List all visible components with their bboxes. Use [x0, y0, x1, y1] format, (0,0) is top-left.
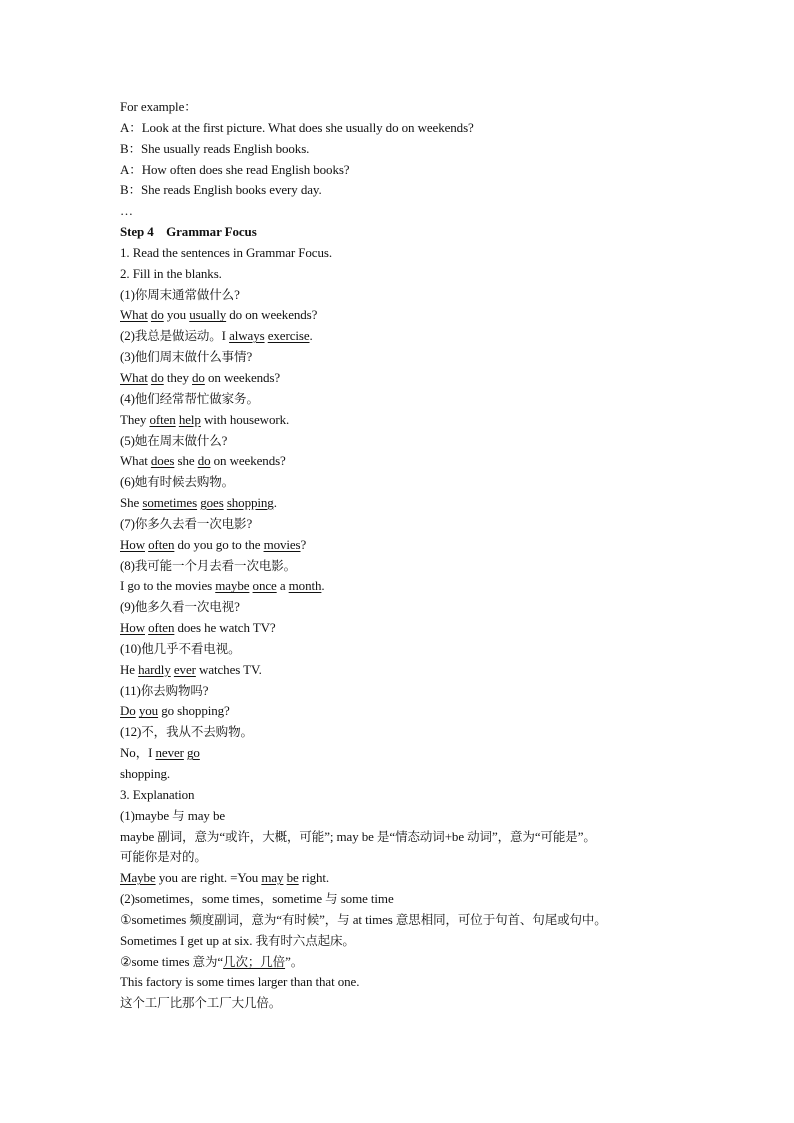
underlined-answer: always: [229, 328, 265, 344]
text-line: [120, 326, 720, 347]
underlined-answer: does: [150, 453, 175, 469]
underlined-answer: go: [187, 745, 200, 761]
text-line: For example：: [120, 99, 197, 114]
text-span: She: [120, 495, 143, 511]
text-line: 1. Read the sentences in Grammar Focus.: [120, 244, 332, 260]
text-span: ”。: [285, 953, 304, 969]
text-span: (2)我总是做运动。I: [120, 328, 230, 344]
text-line: [120, 451, 720, 472]
text-span: with housework.: [200, 411, 290, 427]
text-line: [120, 368, 720, 389]
text-line: This factory is some times larger than that one.: [120, 974, 360, 990]
underlined-answer: do: [192, 369, 205, 385]
text-line: [120, 743, 720, 764]
text-line: (8)我可能一个月去看一次电影。: [120, 557, 297, 573]
text-line: (10)他几乎不看电视。: [120, 640, 241, 656]
text-span: go shopping?: [158, 703, 230, 719]
text-span: you: [163, 307, 190, 323]
text-line: (5)她在周末做什么?: [120, 432, 228, 448]
text-line: B：She reads English books every day.: [120, 182, 322, 198]
text-line: A：How often does she read English books?: [120, 161, 350, 177]
underlined-answer: Maybe: [120, 870, 156, 886]
underlined-answer: often: [148, 536, 175, 552]
text-line: [120, 618, 720, 639]
underlined-answer: do: [150, 307, 164, 323]
underlined-answer: exercise: [267, 328, 310, 344]
underlined-answer: help: [178, 411, 201, 427]
text-line: [120, 701, 720, 722]
underlined-answer: ever: [173, 661, 196, 677]
underlined-answer: shopping: [226, 495, 274, 511]
underlined-answer: What: [120, 307, 148, 323]
text-line: maybe 副词，意为“或许，大概，可能”; may be 是“情态动词+be 动词”，意为“可能是”。: [120, 828, 596, 844]
underlined-answer: often: [149, 411, 176, 427]
text-span: I go to the movies: [120, 578, 216, 594]
underlined-answer: often: [148, 620, 175, 636]
text-span: watches TV.: [195, 661, 262, 677]
text-line: (3)他们周末做什么事情?: [120, 349, 253, 365]
text-line: (7)你多久去看一次电影?: [120, 515, 253, 531]
text-span: .: [273, 495, 277, 511]
underlined-answer: What: [120, 369, 148, 385]
text-line: [120, 410, 720, 431]
text-line: [120, 660, 720, 681]
underlined-answer: usually: [189, 307, 227, 323]
text-span: ?: [300, 536, 307, 552]
text-span: she: [174, 453, 198, 469]
text-span: .: [309, 328, 313, 344]
text-span: What: [120, 453, 151, 469]
underlined-answer: Do: [120, 703, 136, 719]
text-line: B：She usually reads English books.: [120, 140, 310, 156]
text-span: does he watch TV?: [174, 620, 276, 636]
text-span: .: [321, 578, 325, 594]
text-span: He: [120, 661, 139, 677]
text-span: on weekends?: [210, 453, 286, 469]
text-line: (1)maybe 与 may be: [120, 807, 226, 823]
underlined-answer: goes: [200, 495, 224, 511]
underlined-answer: be: [286, 870, 299, 886]
text-line: [120, 305, 720, 326]
text-span: on weekends?: [204, 369, 281, 385]
text-span: No，I: [120, 745, 156, 761]
text-span: a: [276, 578, 289, 594]
text-line: (6)她有时候去购物。: [120, 474, 235, 490]
underlined-answer: sometimes: [142, 495, 198, 511]
section-heading: Step 4 Grammar Focus: [120, 224, 257, 240]
text-span: do on weekends?: [226, 307, 318, 323]
text-span: ②some times 意为“: [120, 953, 224, 969]
underlined-answer: never: [155, 745, 184, 761]
underlined-answer: hardly: [138, 661, 171, 677]
text-line: (12)不，我从不去购物。: [120, 724, 253, 740]
underlined-answer: maybe: [215, 578, 250, 594]
document-body: [120, 97, 720, 1014]
underlined-answer: How: [120, 536, 145, 552]
underlined-answer: month: [288, 578, 322, 594]
underlined-answer: you: [138, 703, 159, 719]
text-line: 这个工厂比那个工厂大几倍。: [120, 995, 282, 1011]
text-line: (4)他们经常帮忙做家务。: [120, 390, 259, 406]
text-line: (11)你去购物吗?: [120, 682, 209, 698]
text-span: you are right. =You: [155, 870, 262, 886]
text-line: ①sometimes 频度副词，意为“有时候”，与 at times 意思相同，可位于句首、句尾或句中。: [120, 911, 607, 927]
underlined-answer: may: [261, 870, 284, 886]
text-line: shopping.: [120, 766, 171, 781]
text-line: …: [120, 203, 133, 219]
underlined-answer: do: [150, 369, 164, 385]
text-line: [120, 535, 720, 556]
text-line: 2. Fill in the blanks.: [120, 265, 222, 281]
text-line: [120, 493, 720, 514]
text-span: They: [120, 411, 150, 427]
underlined-answer: do: [197, 453, 211, 469]
underlined-answer: once: [252, 578, 277, 594]
underlined-answer: How: [120, 620, 145, 636]
text-span: do you go to the: [174, 536, 264, 552]
text-line: 可能你是对的。: [120, 849, 207, 865]
underlined-answer: movies: [263, 536, 301, 552]
text-line: A：Look at the first picture. What does she usually do on weekends?: [120, 119, 474, 135]
text-span: right.: [298, 870, 330, 886]
text-line: (9)他多久看一次电视?: [120, 599, 240, 615]
text-line: [120, 576, 720, 597]
text-line: Sometimes I get up at six. 我有时六点起床。: [120, 932, 355, 948]
text-span: they: [163, 369, 193, 385]
text-line: (2)sometimes，some times，sometime 与 some time: [120, 891, 394, 907]
text-line: (1)你周末通常做什么?: [120, 286, 240, 302]
underlined-answer: 几次；几倍: [223, 953, 286, 969]
text-line: [120, 868, 720, 889]
text-line: [120, 952, 720, 973]
text-line: 3. Explanation: [120, 786, 195, 802]
